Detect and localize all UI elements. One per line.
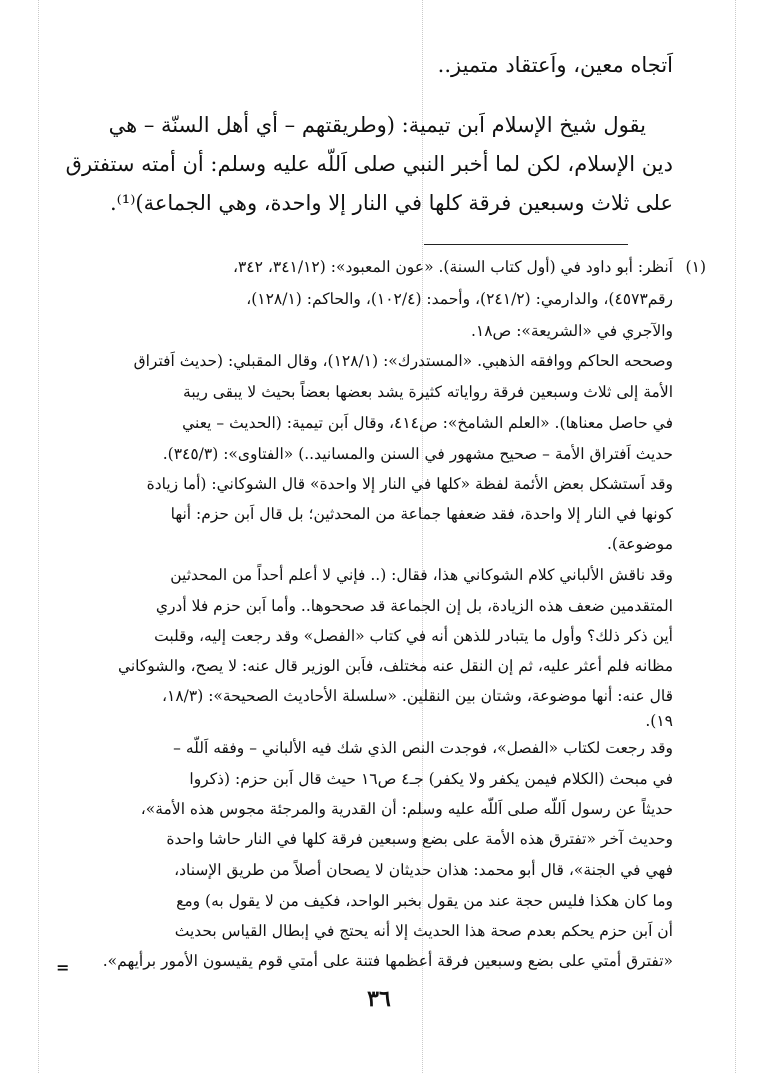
footnote-line: الأمة إلى ثلاث وسبعين فرقة رواياته كثيرة يشد بعضها بعضاً بحيث لا يبقى ريبة [183, 383, 673, 401]
footnote-line: كونها في النار إلا واحدة، فقد ضعفها جماعة من المحدثين؛ بل قال اَبن حزم: أنها [170, 505, 673, 523]
footnote-line: اَنظر: أبو داود في (أول كتاب السنة). «عون المعبود»: (٣٤١/١٢، ٣٤٢، [232, 258, 673, 276]
footnote-line: وصححه الحاكم ووافقه الذهبي. «المستدرك»: (١٢٨/١)، وقال المقبلي: (حديث اَفتراق [133, 352, 673, 370]
footnote-line: ١٩). [645, 712, 673, 730]
body-line: اَتجاه معين، واَعتقاد متميز.. [437, 53, 673, 77]
footnote-line: حديث اَفتراق الأمة – صحيح مشهور في السنن والمسانيد..) «الفتاوى»: (٣٤٥/٣). [162, 445, 673, 463]
footnote-line: وقد اَستشكل بعض الأئمة لفظة «كلها في النار إلا واحدة» قال الشوكاني: (أما زيادة [146, 475, 673, 493]
footnote-line: أن اَبن حزم يحكم بعدم صحة هذا الحديث إلا أنه يحتج في إبطال القياس بحديث [174, 922, 673, 940]
footnote-line: في حاصل معناها). «العلم الشامخ»: ص٤١٤، وقال اَبن تيمية: (الحديث – يعني [182, 414, 673, 432]
footnote-line: وحديث آخر «تفترق هذه الأمة على بضع وسبعين فرقة كلها في النار حاشا واحدة [166, 830, 673, 848]
page-number: ٣٦ [367, 986, 391, 1012]
footnote-line: رقم٤٥٧٣)، والدارمي: (٢٤١/٢)، وأحمد: (١٠٢/٤)، والحاكم: (١٢٨/١)، [246, 290, 673, 308]
body-line: دين الإسلام، لكن لما أخبر النبي صلى اَللّه عليه وسلم: أن أمته ستفترق [65, 152, 673, 176]
body-line: على ثلاث وسبعين فرقة كلها في النار إلا واحدة، وهي الجماعة)⁽¹⁾. [109, 191, 673, 215]
footnote-line: «تفترق أمتي على بضع وسبعين فرقة أعظمها فتنة على أمتي قوم يقيسون الأمور برأيهم». [102, 952, 673, 970]
bleed-through-line [735, 0, 736, 1073]
footnote-line: فهي في الجنة»، قال أبو محمد: هذان حديثان لا يصحان أصلاً من طريق الإسناد، [174, 861, 673, 879]
bleed-through-line [38, 0, 39, 1073]
footnote-line: والآجري في «الشريعة»: ص١٨. [470, 322, 673, 340]
footnote-line: قال عنه: أنها موضوعة، وشتان بين النقلين. «سلسلة الأحاديث الصحيحة»: (١٨/٣، [162, 687, 673, 705]
footnote-line: حديثاً عن رسول اَللّه صلى اَللّه عليه وسلم: أن القدرية والمرجئة مجوس هذه الأمة»، [140, 800, 673, 818]
footnote-line: المتقدمين ضعف هذه الزيادة، بل إن الجماعة قد صححوها.. وأما اَبن حزم فلا أدري [155, 597, 673, 615]
footnote-line: وقد رجعت لكتاب «الفصل»، فوجدت النص الذي شك فيه الألباني – وفقه اَللّه – [173, 739, 673, 757]
footnote-line: موضوعة). [606, 535, 673, 553]
footnote-line: أين ذكر ذلك؟ وأول ما يتبادر للذهن أنه في كتاب «الفصل» وقد رجعت إليه، وقلبت [154, 627, 673, 645]
continuation-mark: = [56, 958, 70, 977]
body-line: يقول شيخ الإسلام اَبن تيمية: (وطريقتهم – أي أهل السنّة – هي [108, 113, 646, 137]
footnote-number: (١) [685, 258, 706, 276]
footnote-line: وقد ناقش الألباني كلام الشوكاني هذا، فقال: (.. فإني لا أعلم أحداً من المحدثين [170, 566, 673, 584]
footnote-separator [424, 244, 628, 245]
footnote-line: في مبحث (الكلام فيمن يكفر ولا يكفر) جـ٤ ص١٦ حيث قال اَبن حزم: (ذكروا [189, 770, 673, 788]
footnote-line: وما كان هكذا فليس حجة عند من يقول بخبر الواحد، فكيف من لا يقول به) ومع [176, 892, 673, 910]
footnote-line: مظانه فلم أعثر عليه، ثم إن النقل عنه مختلف، فاَبن الوزير قال عنه: لا يصح، والشوكاني [117, 657, 673, 675]
